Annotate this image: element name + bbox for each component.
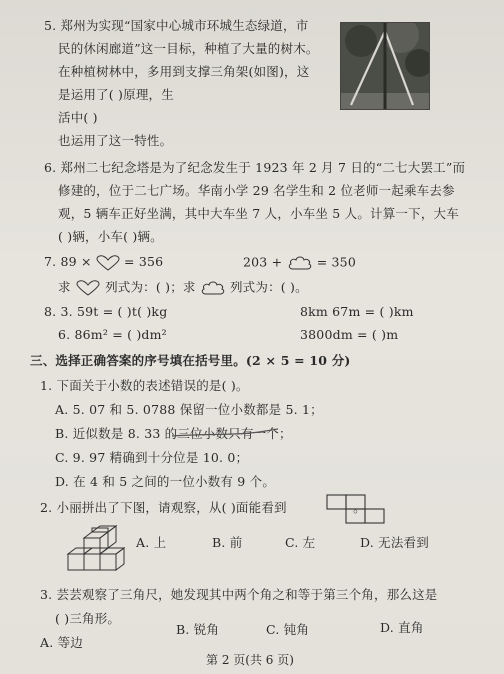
- q7-ask-line: [58, 279, 308, 297]
- q7-eq-a-suffix: = 356: [124, 254, 164, 269]
- q7-eq-b-suffix: = 350: [316, 254, 356, 270]
- q7-ask-prefix: 求: [58, 279, 71, 295]
- cloud-icon: [287, 254, 313, 272]
- q8-b: 8km 67m = ( )km: [300, 304, 414, 319]
- q6-line4: ( )辆，小车( )辆。: [58, 229, 163, 244]
- s2-option-b: B. 前: [212, 535, 243, 550]
- section3-heading: 三、选择正确答案的序号填在括号里。(2 × 5 = 10 分): [30, 353, 351, 368]
- tripod-support-photo: [340, 22, 430, 110]
- s3-option-d: D. 直角: [380, 620, 424, 635]
- q6-line2: 修建的，位于二七广场。华南小学 29 名学生和 2 位老师一起乘车去参: [58, 183, 455, 198]
- q7-ask-b: 列式为：( )。: [229, 279, 308, 295]
- q6-line1: 6. 郑州二七纪念塔是为了纪念发生于 1923 年 2 月 7 日的“二七大罢工”而: [44, 160, 466, 175]
- q7-ask-a: 列式为：( )；求: [105, 279, 196, 295]
- q7-eq-b: [243, 254, 356, 272]
- s3-option-b: B. 锐角: [176, 622, 220, 637]
- q5-line2: 民的休闲廊道”这一目标，种植了大量的树木。: [58, 41, 319, 56]
- s2-stem: [40, 500, 366, 516]
- s2-option-d: D. 无法看到: [360, 535, 429, 550]
- q8-c: 6. 86m² = ( )dm²: [58, 327, 167, 342]
- s1-stem: 1. 下面关于小数的表述错误的是( )。: [40, 378, 249, 393]
- s3-stem: 3. 芸芸观察了三角尺，她发现其中两个角之和等于第三个角，那么这是: [40, 587, 438, 602]
- q5-line4: 是运用了( )原理，生: [58, 87, 174, 102]
- cloud-icon: [200, 279, 226, 297]
- heart-icon: [96, 255, 120, 271]
- q7-eq-b-prefix: 203 +: [243, 254, 283, 270]
- s1-option-b: B. 近似数是 8. 33 的三位小数只有一个；: [55, 426, 292, 441]
- q8-d: 3800dm = ( )m: [300, 327, 399, 342]
- s2-option-a: A. 上: [136, 535, 167, 550]
- s2-stem-end: 。: [353, 500, 366, 515]
- q6-line3: 观，5 辆车正好坐满，其中大车坐 7 人，小车坐 5 人。计算一下，大车: [58, 206, 459, 221]
- s2-option-c: C. 左: [285, 535, 316, 550]
- cube-stack-figure: [66, 522, 132, 572]
- s1-option-c: C. 9. 97 精确到十分位是 10. 0；: [55, 450, 249, 465]
- heart-icon: [75, 280, 101, 296]
- s1-option-d: D. 在 4 和 5 之间的一位小数有 9 个。: [55, 474, 276, 489]
- s3-option-a: A. 等边: [40, 635, 83, 650]
- q5-line5: 活中( ): [58, 110, 98, 125]
- s3-line2: ( )三角形。: [55, 611, 121, 626]
- q5-line1: 5. 郑州为实现“国家中心城市环城生态绿道，市: [44, 18, 309, 33]
- s3-option-c: C. 钝角: [266, 622, 310, 637]
- q5-line6: 也运用了这一特性。: [58, 133, 173, 148]
- q7-eq-a: [44, 254, 163, 271]
- q8-a: 8. 3. 59t = ( )t( )kg: [44, 304, 168, 319]
- view-grid-figure: [326, 494, 386, 524]
- s1-option-a: A. 5. 07 和 5. 0788 保留一位小数都是 5. 1；: [55, 402, 323, 417]
- handwritten-underline: [170, 427, 285, 439]
- q5-line3: 在种植树林中，多用到支撑三角架(如图)，这: [58, 64, 310, 79]
- page-number: 第 2 页(共 6 页): [206, 653, 294, 667]
- s2-stem-text: 2. 小丽拼出了下图，请观察，从( )面能看到: [40, 500, 287, 515]
- q7-eq-a-prefix: 7. 89 ×: [44, 254, 92, 269]
